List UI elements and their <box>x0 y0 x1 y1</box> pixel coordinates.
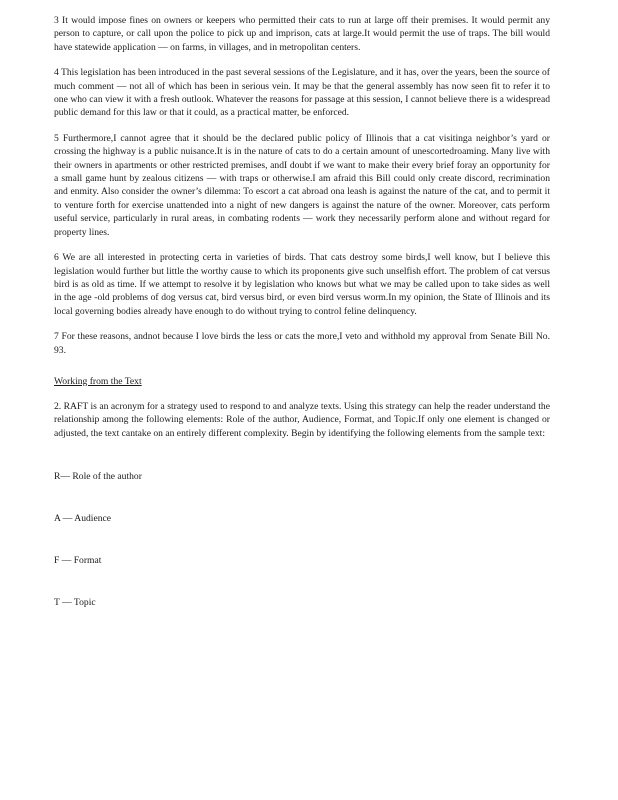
raft-format: F — Format <box>54 555 102 567</box>
raft-audience: A — Audience <box>54 513 112 525</box>
paragraph-7: 7 For these reasons, andnot because I love birds the less or cats the more,I veto and withhold my approval from Senate Bill No. 93. <box>54 331 550 356</box>
paragraph-5: 5 Furthermore,I cannot agree that it should be the declared public policy of Illinois that a cat visitinga neighbor’s yard or crossing the highway is a public nuisance.It is in the nature of cats to do a certain amount of unescortedroaming. Many live with their owners in apartments or other restricted premises, andI doubt if we want to make their every brief foray an opportunity for a small game hunt by zealous citizens — with traps or otherwise.I am afraid this Bill could only create discord, recrimination and enmity. Also consider the owner’s dilemma: To escort a cat abroad ona leash is against the nature of the cat, and to permit it to venture forth for exercise unattended into a night of new dangers is against the nature of the owner. Moreover, cats perform useful service, particularly in rural areas, in combating rodents — work they necessarily perform alone and without regard for property lines. <box>54 132 550 238</box>
raft-role: R— Role of the author <box>54 471 142 483</box>
section-heading: Working from the Text <box>54 375 142 387</box>
paragraph-6: 6 We are all interested in protecting certa in varieties of birds. That cats destroy some birds,I well know, but I believe this legislation would further but little the worthy cause to which its proponents give such unselfish effort. The problem of cat versus bird is as old as time. If we attempt to resolve it by legislation who knows but what we may be called upon to take sides as well in the age -old problems of dog versus cat, bird versus bird, or even bird versus worm.In my opinion, the State of Illinois and its local governing bodies already have enough to do without trying to control feline delinquency. <box>54 252 550 317</box>
raft-topic: T — Topic <box>54 597 96 609</box>
paragraph-3: 3 It would impose fines on owners or keepers who permitted their cats to run at large off their premises. It would permit any person to capture, or call upon the police to pick up and imprison, cats at large.It would permit the use of traps. The bill would have statewide application — on farms, in villages, and in metropolitan centers. <box>54 15 550 53</box>
paragraph-4: 4 This legislation has been introduced in the past several sessions of the Legislature, and it has, over the years, been the source of much comment — not all of which has been in serious vein. It may be that the general assembly has now seen fit to refer it to one who can view it with a fresh outlook. Whatever the reasons for passage at this session, I cannot believe there is a widespread public demand for this law or that it could, as a practical matter, be enforced. <box>54 67 550 119</box>
document-page <box>54 14 550 609</box>
raft-instruction: 2. RAFT is an acronym for a strategy used to respond to and analyze texts. Using this strategy can help the reader understand the relationship among the following elements: Role of the author, Audience, Format, and Topic.If only one element is changed or adjusted, the text cantake on an entirely different complexity. Begin by identifying the following elements from the sample text: <box>54 400 550 439</box>
